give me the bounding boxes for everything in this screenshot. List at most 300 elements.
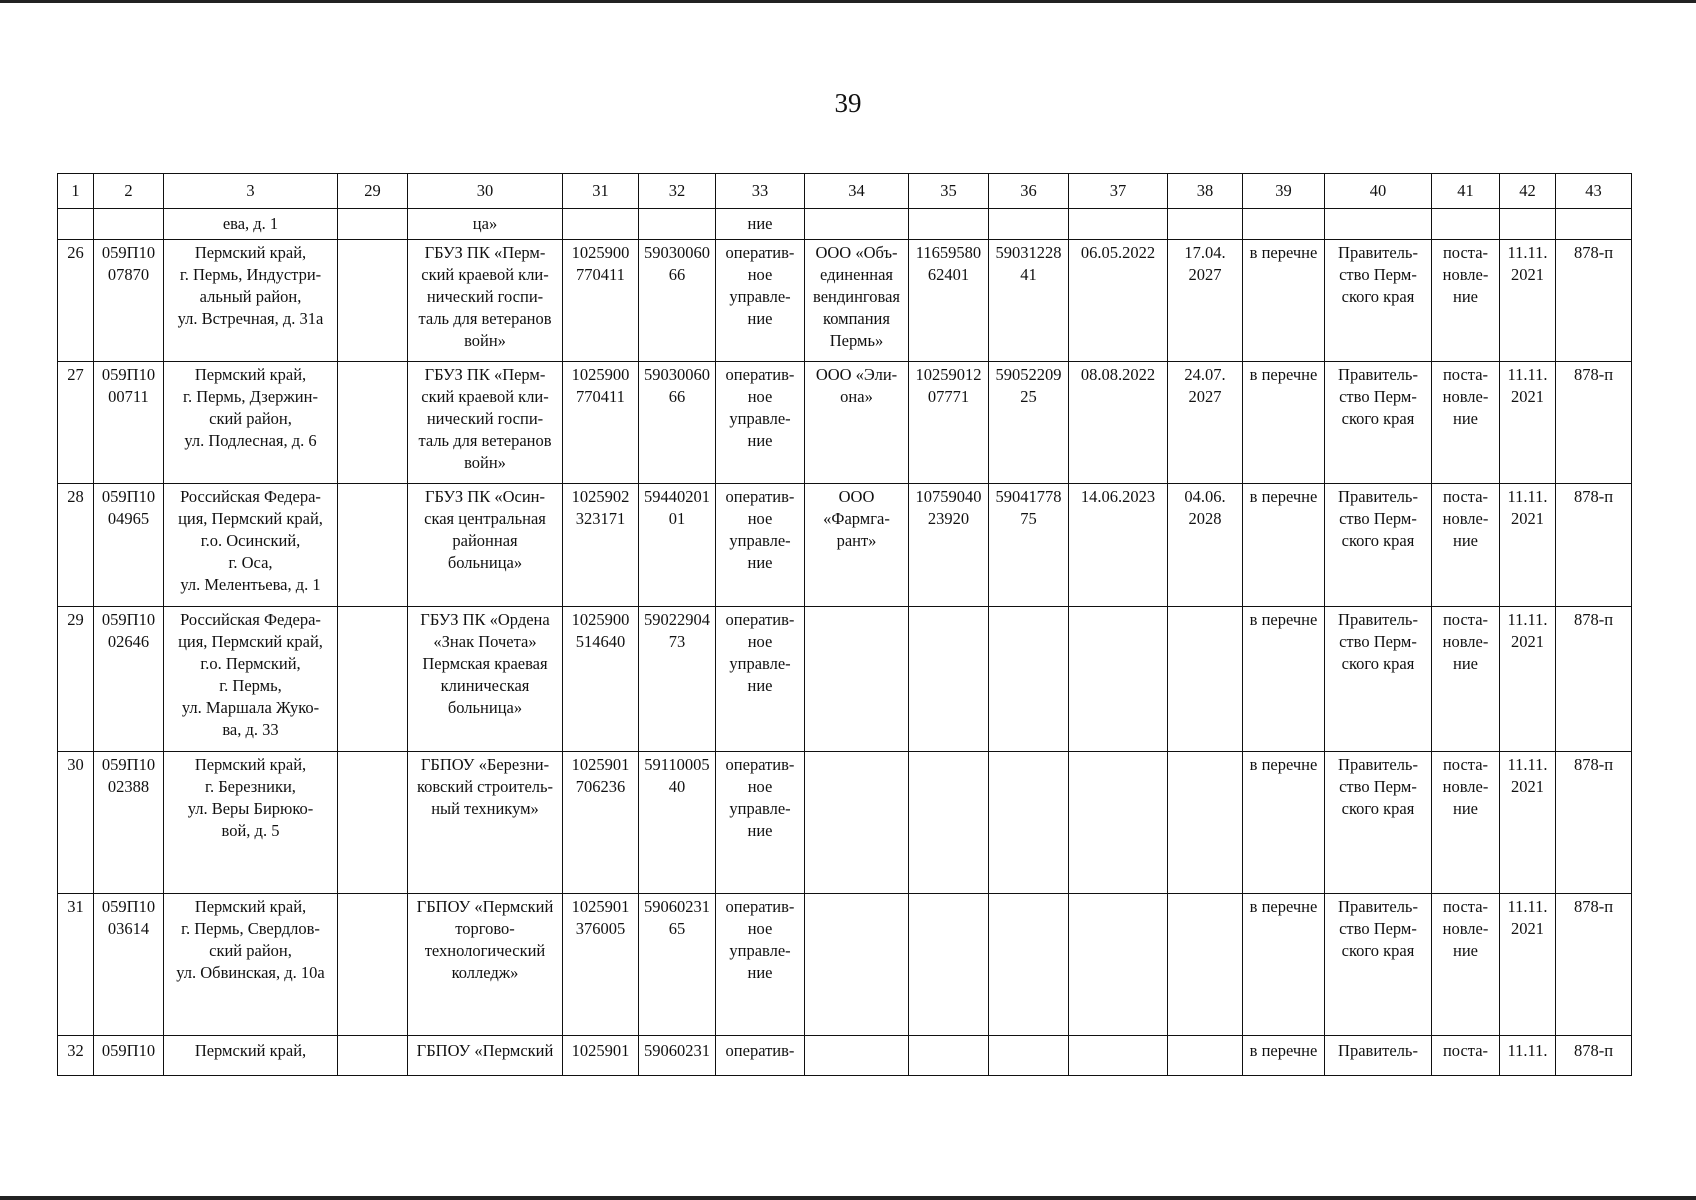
table-cell [716, 362, 805, 484]
cell-line: 878-п [1573, 897, 1614, 916]
table-cell [58, 1036, 94, 1076]
column-number-cell: 29 [338, 174, 408, 209]
cell-line: Пермь» [829, 331, 884, 350]
cell-line: ГБУЗ ПК «Осин- [425, 487, 545, 506]
cell-line: вендинговая [813, 287, 900, 306]
cell-line: ковский строитель- [416, 777, 554, 796]
table-row [58, 240, 1632, 362]
cell-line: Правитель- [1338, 243, 1418, 262]
table-cell [716, 484, 805, 607]
cell-line: 11659580 [915, 243, 982, 262]
cell-line: 29 [67, 610, 84, 629]
column-number-cell: 30 [408, 174, 563, 209]
cell-line: 32 [67, 1041, 84, 1060]
table-cell [1243, 752, 1325, 894]
table-cell [58, 240, 94, 362]
cell-line: ООО «Объ- [815, 243, 898, 262]
cell-line: Правитель- [1338, 897, 1418, 916]
cell-line: 65 [668, 919, 686, 938]
table-cell [563, 1036, 639, 1076]
table-cell [164, 362, 338, 484]
cell-line: ский краевой кли- [421, 387, 549, 406]
column-number-cell: 42 [1500, 174, 1556, 209]
cell-line: ул. Маршала Жуко- [181, 698, 320, 717]
cell-line: Пермский край, [194, 365, 307, 384]
continuation-cell [909, 209, 989, 240]
cell-line: ние [1453, 531, 1478, 550]
table-cell [1432, 752, 1500, 894]
cell-line: ция, Пермский край, [178, 509, 323, 528]
table-cell [1325, 1036, 1432, 1076]
cell-line: ние [1453, 941, 1478, 960]
cell-line: ГБПОУ «Березни- [420, 755, 550, 774]
table-cell [408, 752, 563, 894]
cell-line: 11.11. [1507, 487, 1548, 506]
cell-line: 07870 [107, 265, 150, 284]
table-cell [338, 607, 408, 752]
table-cell [338, 240, 408, 362]
table-cell [408, 607, 563, 752]
cell-line: 59022904 [644, 610, 710, 629]
cell-line: ская центральная [424, 509, 546, 528]
cell-line: в перечне [1249, 243, 1318, 262]
table-cell [1325, 240, 1432, 362]
cell-line: ского края [1341, 799, 1415, 818]
cell-line: войн» [464, 453, 506, 472]
cell-line: Правитель- [1338, 1041, 1418, 1060]
cell-line: 00711 [108, 387, 149, 406]
table-cell [1325, 362, 1432, 484]
cell-line: Правитель- [1338, 487, 1418, 506]
cell-line: 1025900 [571, 365, 630, 384]
cell-line: торгово- [455, 919, 515, 938]
cell-line: ООО [838, 487, 875, 506]
table-cell [909, 362, 989, 484]
table-cell [94, 240, 164, 362]
cell-line: новле- [1442, 265, 1489, 284]
cell-line: новле- [1442, 632, 1489, 651]
cell-line: 11.11. [1507, 755, 1548, 774]
table-cell [1168, 752, 1243, 894]
cell-line: новле- [1442, 509, 1489, 528]
table-cell [1500, 362, 1556, 484]
cell-line: 06.05.2022 [1080, 243, 1156, 262]
cell-line: ное [747, 265, 773, 284]
cell-line: оператив- [725, 243, 795, 262]
table-row [58, 1036, 1632, 1076]
cell-line: 02646 [107, 632, 150, 651]
cell-line: оператив- [725, 610, 795, 629]
table-cell [805, 752, 909, 894]
cell-line: ООО «Эли- [815, 365, 898, 384]
cell-line: ский район, [209, 941, 292, 960]
cell-line: 40 [668, 777, 686, 796]
continuation-cell [1243, 209, 1325, 240]
cell-line: 25 [1020, 387, 1037, 406]
cell-line: 2028 [1188, 509, 1222, 528]
cell-line: 059П10 [101, 487, 156, 506]
column-number-cell: 32 [639, 174, 716, 209]
table-cell [563, 607, 639, 752]
continuation-cell [805, 209, 909, 240]
cell-line: поста- [1442, 243, 1489, 262]
table-cell [1556, 240, 1632, 362]
cell-line: 28 [67, 487, 84, 506]
table-cell [94, 894, 164, 1036]
table-cell [805, 484, 909, 607]
table-cell [94, 484, 164, 607]
table-cell [716, 1036, 805, 1076]
cell-line: 11.11. [1507, 365, 1548, 384]
table-cell [338, 362, 408, 484]
column-number-cell: 39 [1243, 174, 1325, 209]
cell-line: 75 [1020, 509, 1037, 528]
cell-line: 08.08.2022 [1080, 365, 1156, 384]
cell-line: ние [1453, 654, 1478, 673]
table-cell [989, 240, 1069, 362]
cell-line: 2021 [1511, 632, 1544, 651]
table-cell [1325, 894, 1432, 1036]
table-cell [716, 240, 805, 362]
cell-line: 59060231 [644, 897, 710, 916]
scan-edge-top [0, 0, 1696, 3]
cell-line: Пермская краевая [422, 654, 548, 673]
cell-line: 30 [67, 755, 84, 774]
continuation-cell [58, 209, 94, 240]
cell-line: 2021 [1511, 509, 1544, 528]
continuation-cell [1069, 209, 1168, 240]
cell-line: ГБУЗ ПК «Ордена [420, 610, 550, 629]
cell-line: 878-п [1573, 487, 1614, 506]
table-cell [94, 607, 164, 752]
cell-line: больница» [447, 553, 523, 572]
cell-line: ство Перм- [1339, 265, 1417, 284]
cell-line: ние [747, 553, 773, 572]
continuation-cell [338, 209, 408, 240]
cell-line: ГБУЗ ПК «Перм- [424, 243, 546, 262]
table-cell [1168, 1036, 1243, 1076]
cell-line: 2027 [1188, 265, 1222, 284]
table-cell [563, 240, 639, 362]
cell-line: Пермский край, [194, 897, 307, 916]
table-cell [408, 362, 563, 484]
table-cell [909, 240, 989, 362]
cell-line: 17.04. [1184, 243, 1226, 262]
column-number-cell: 3 [164, 174, 338, 209]
cell-line: поста- [1442, 610, 1489, 629]
cell-line: 14.06.2023 [1080, 487, 1156, 506]
cell-line: новле- [1442, 777, 1489, 796]
cell-line: компания [823, 309, 890, 328]
table-cell [164, 894, 338, 1036]
table-cell [1432, 484, 1500, 607]
cell-line: Российская Федера- [180, 487, 321, 506]
table-cell [58, 362, 94, 484]
column-number-cell: 1 [58, 174, 94, 209]
continuation-cell [1556, 209, 1632, 240]
column-number-cell: 2 [94, 174, 164, 209]
cell-line: ние [747, 963, 773, 982]
cell-line: клиническая [440, 676, 530, 695]
table-cell [1556, 752, 1632, 894]
cell-line: Российская Федера- [180, 610, 321, 629]
cell-line: в перечне [1249, 755, 1318, 774]
cell-line: 514640 [575, 632, 626, 651]
cell-line: ул. Веры Бирюко- [187, 799, 314, 818]
cell-line: таль для ветеранов [418, 309, 552, 328]
column-number-cell: 36 [989, 174, 1069, 209]
column-number-cell: 35 [909, 174, 989, 209]
cell-line: 1025901 [571, 755, 630, 774]
cell-line: 059П10 [101, 755, 156, 774]
table-cell [408, 240, 563, 362]
table-cell [639, 607, 716, 752]
table-cell [989, 607, 1069, 752]
cell-line: 11.11. [1507, 610, 1548, 629]
cell-line: ство Перм- [1339, 777, 1417, 796]
cell-line: 10259012 [915, 365, 982, 384]
cell-line: ние [747, 431, 773, 450]
cell-line: ского края [1341, 409, 1415, 428]
cell-line: 07771 [927, 387, 970, 406]
cell-line: поста- [1442, 1041, 1489, 1060]
cell-line: рант» [836, 531, 877, 550]
table-cell [338, 484, 408, 607]
cell-line: Правитель- [1338, 365, 1418, 384]
cell-line: ство Перм- [1339, 919, 1417, 938]
cell-line: 31 [67, 897, 84, 916]
table-cell [1500, 1036, 1556, 1076]
cell-line: оператив- [725, 755, 795, 774]
table-cell [164, 240, 338, 362]
column-number-cell: 31 [563, 174, 639, 209]
cell-line: 10759040 [915, 487, 982, 506]
cell-line: 2021 [1511, 265, 1544, 284]
cell-line: 59031228 [995, 243, 1062, 262]
cell-line: 59052209 [995, 365, 1062, 384]
continuation-row [58, 209, 1632, 240]
table-cell [164, 752, 338, 894]
cell-line: ство Перм- [1339, 387, 1417, 406]
column-number-cell: 37 [1069, 174, 1168, 209]
table-cell [909, 1036, 989, 1076]
cell-line: поста- [1442, 365, 1489, 384]
cell-line: 41 [1020, 265, 1037, 284]
cell-line: ние [1453, 409, 1478, 428]
cell-line: ние [747, 676, 773, 695]
cell-line: 1025901 [571, 897, 630, 916]
table-cell [1069, 240, 1168, 362]
table-row [58, 362, 1632, 484]
cell-line: она» [840, 387, 873, 406]
cell-line: новле- [1442, 387, 1489, 406]
cell-line: ство Перм- [1339, 632, 1417, 651]
table-cell [94, 362, 164, 484]
cell-line: Пермский край, [194, 1041, 307, 1060]
cell-line: 66 [668, 387, 686, 406]
cell-line: Правитель- [1338, 755, 1418, 774]
cell-line: 1025900 [571, 610, 630, 629]
cell-line: 878-п [1573, 755, 1614, 774]
cell-line: ние [747, 309, 773, 328]
cell-line: оператив- [725, 365, 795, 384]
scan-edge-bottom [0, 1196, 1696, 1200]
cell-line: 1025900 [571, 243, 630, 262]
table-cell [1168, 484, 1243, 607]
cell-line: ное [747, 509, 773, 528]
table-row [58, 894, 1632, 1036]
table-cell [909, 607, 989, 752]
cell-line: ное [747, 632, 773, 651]
continuation-cell [639, 209, 716, 240]
table-cell [1556, 894, 1632, 1036]
cell-line: оператив- [725, 1041, 795, 1060]
table-cell [1243, 1036, 1325, 1076]
cell-line: г. Пермь, Дзержин- [183, 387, 318, 406]
cell-line: ский краевой кли- [421, 265, 549, 284]
cell-line: в перечне [1249, 1041, 1318, 1060]
table-cell [1069, 1036, 1168, 1076]
table-cell [639, 1036, 716, 1076]
cell-line: 878-п [1573, 1041, 1614, 1060]
table-cell [563, 894, 639, 1036]
table-row [58, 484, 1632, 607]
cell-line: 04.06. [1184, 487, 1226, 506]
cell-line: 059П10 [101, 610, 156, 629]
cell-line: ние [1453, 287, 1478, 306]
table-cell [909, 484, 989, 607]
cell-line: 03614 [107, 919, 150, 938]
cell-line: районная [452, 531, 518, 550]
cell-line: 706236 [575, 777, 626, 796]
table-cell [1069, 894, 1168, 1036]
table-cell [1500, 484, 1556, 607]
column-number-row [58, 174, 1632, 209]
table-cell [58, 894, 94, 1036]
cell-line: нический госпи- [426, 409, 544, 428]
table-cell [338, 894, 408, 1036]
cell-line: ГБПОУ «Пермский [416, 1041, 554, 1060]
cell-line: 59060231 [644, 1041, 710, 1060]
cell-line: г. Пермь, Свердлов- [181, 919, 320, 938]
cell-line: ский район, [209, 409, 292, 428]
table-cell [1432, 894, 1500, 1036]
table-cell [716, 894, 805, 1036]
table-cell [164, 1036, 338, 1076]
continuation-cell [94, 209, 164, 240]
table-cell [1500, 894, 1556, 1036]
cell-line: г.о. Пермский, [200, 654, 301, 673]
cell-line: 878-п [1573, 610, 1614, 629]
cell-line: управле- [729, 941, 791, 960]
column-number-cell: 33 [716, 174, 805, 209]
table-cell [1556, 1036, 1632, 1076]
table-cell [1500, 607, 1556, 752]
table-cell [338, 752, 408, 894]
table-cell [1243, 484, 1325, 607]
column-number-cell: 43 [1556, 174, 1632, 209]
cell-line: 59440201 [644, 487, 710, 506]
table-cell [639, 752, 716, 894]
table-cell [1556, 362, 1632, 484]
cell-line: ул. Обвинская, д. 10а [176, 963, 325, 982]
cell-line: технологический [424, 941, 546, 960]
cell-line: 2021 [1511, 777, 1544, 796]
cell-line: 2021 [1511, 919, 1544, 938]
cell-line: 73 [668, 632, 686, 651]
continuation-cell [1168, 209, 1243, 240]
cell-line: 059П10 [101, 1041, 156, 1060]
cell-line: г.о. Осинский, [200, 531, 301, 550]
cell-line: 1025902 [571, 487, 630, 506]
page-number: 39 [834, 88, 862, 118]
table-cell [1556, 484, 1632, 607]
table-cell [639, 362, 716, 484]
table-cell [1243, 894, 1325, 1036]
table-cell [1500, 752, 1556, 894]
cell-line: 66 [668, 265, 686, 284]
cell-line: оператив- [725, 897, 795, 916]
table-cell [1069, 607, 1168, 752]
table-cell [1069, 362, 1168, 484]
cell-line: 11.11. [1507, 243, 1548, 262]
cell-line: 59030060 [644, 365, 710, 384]
cell-line: войн» [464, 331, 506, 350]
table-cell [989, 752, 1069, 894]
cell-line: ского края [1341, 654, 1415, 673]
continuation-cell: ева, д. 1 [164, 209, 338, 240]
cell-line: ул. Подлесная, д. 6 [184, 431, 317, 450]
cell-line: 04965 [107, 509, 150, 528]
table-cell [1556, 607, 1632, 752]
cell-line: ского края [1341, 531, 1415, 550]
cell-line: таль для ветеранов [418, 431, 552, 450]
table-cell [94, 1036, 164, 1076]
continuation-cell [1432, 209, 1500, 240]
continuation-cell [563, 209, 639, 240]
cell-line: 01 [668, 509, 686, 528]
continuation-cell: ца» [408, 209, 563, 240]
cell-line: 770411 [576, 265, 625, 284]
cell-line: управле- [729, 287, 791, 306]
cell-line: ный техникум» [431, 799, 539, 818]
table-cell [639, 484, 716, 607]
table-cell [338, 1036, 408, 1076]
table-cell [1432, 1036, 1500, 1076]
cell-line: 376005 [575, 919, 626, 938]
registry-table [57, 173, 1632, 1076]
cell-line: управле- [729, 799, 791, 818]
column-number-cell: 41 [1432, 174, 1500, 209]
cell-line: ГБПОУ «Пермский [416, 897, 554, 916]
table-cell [639, 240, 716, 362]
cell-line: ное [747, 387, 773, 406]
cell-line: 059П10 [101, 365, 156, 384]
cell-line: «Знак Почета» [433, 632, 537, 651]
table-cell [716, 752, 805, 894]
table-cell [563, 752, 639, 894]
cell-line: оператив- [725, 487, 795, 506]
table-cell [716, 607, 805, 752]
cell-line: 1025901 [571, 1041, 630, 1060]
cell-line: в перечне [1249, 365, 1318, 384]
table-cell [989, 484, 1069, 607]
column-number-cell: 38 [1168, 174, 1243, 209]
table-cell [1168, 240, 1243, 362]
table-cell [563, 484, 639, 607]
cell-line: 11.11. [1507, 897, 1548, 916]
table-cell [1069, 484, 1168, 607]
